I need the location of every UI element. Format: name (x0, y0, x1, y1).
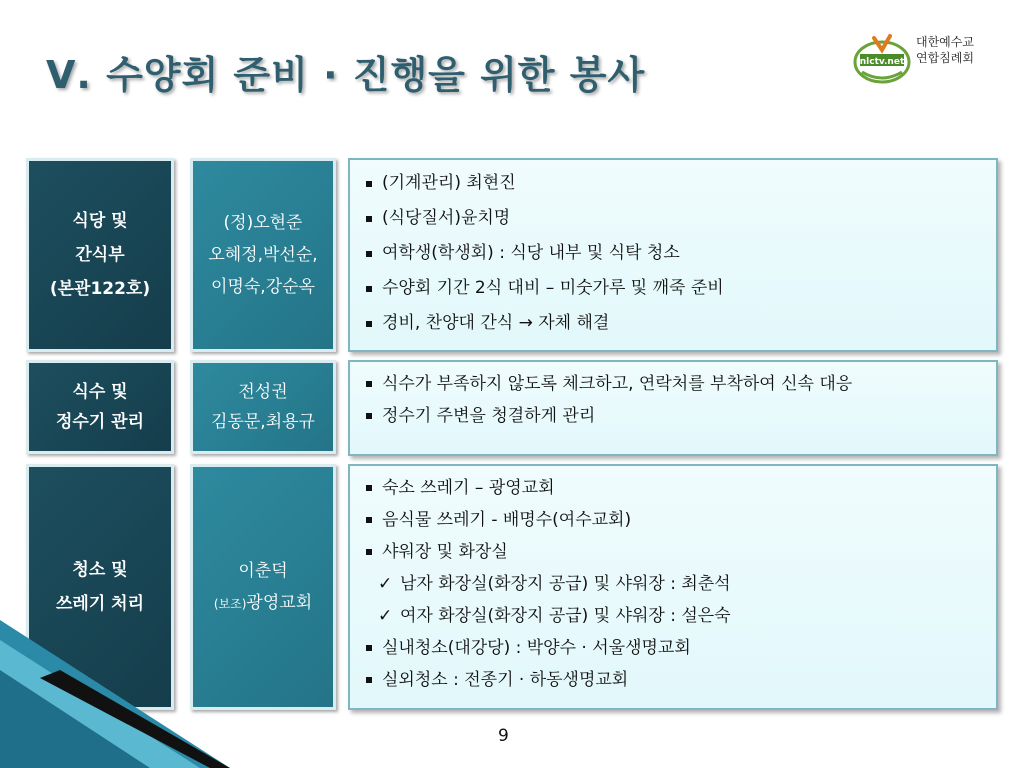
detail-item (364, 236, 982, 271)
detail-text: 여자 화장실(화장지 공급) 및 샤워장 : 설은숙 (400, 606, 731, 626)
org-line-1: 대한예수교 (916, 35, 974, 49)
detail-item (364, 632, 982, 664)
detail-text: (기계관리) 최현진 (382, 173, 516, 193)
detail-text: 식수가 부족하지 않도록 체크하고, 연락처를 부착하여 신속 대응 (382, 374, 853, 394)
detail-item (364, 166, 982, 201)
staff-line: 이명숙,강순옥 (211, 277, 315, 297)
detail-item (364, 536, 982, 568)
category-line: 간식부 (75, 245, 125, 265)
staff-line: (정)오현준 (223, 213, 303, 233)
org-line-2: 연합침례회 (916, 51, 974, 65)
detail-text: 실외청소 : 전종기 · 하동생명교회 (382, 670, 629, 690)
check-icon: ✓ (378, 574, 393, 594)
page-title: Ⅴ. 수양회 준비 · 진행을 위한 봉사 (46, 53, 646, 97)
staff-assistant: 광영교회 (246, 592, 313, 613)
detail-subitem (364, 600, 982, 632)
page-number: 9 (498, 726, 509, 746)
category-line: (본관122호) (49, 279, 151, 299)
category-line: 식당 및 (72, 211, 128, 231)
detail-item (364, 504, 982, 536)
detail-item (364, 368, 982, 400)
svg-text:nlctv.net: nlctv.net (859, 57, 905, 67)
category-water (26, 360, 174, 454)
staff-line: 전성권 (238, 382, 288, 402)
check-icon: ✓ (378, 606, 393, 626)
detail-text: 샤워장 및 화장실 (382, 542, 508, 562)
category-cafeteria (26, 158, 174, 352)
detail-text: 정수기 주변을 청결하게 관리 (382, 406, 596, 426)
detail-text: 경비, 찬양대 간식 → 자체 해결 (382, 313, 610, 333)
detail-item (364, 664, 982, 696)
logo-emblem-icon (852, 32, 912, 86)
organization-name (916, 34, 974, 66)
category-line: 쓰레기 처리 (55, 594, 145, 614)
detail-item (364, 201, 982, 236)
staff-line: 이춘덕 (238, 560, 288, 581)
detail-text: 음식물 쓰레기 - 배명수(여수교회) (382, 510, 632, 530)
staff-line: 오혜정,박선순, (208, 245, 318, 265)
category-line: 청소 및 (72, 560, 128, 580)
detail-text: 실내청소(대강당) : 박양수 · 서울생명교회 (382, 638, 691, 658)
detail-text: 수양회 기간 2식 대비 – 미숫가루 및 깨죽 준비 (382, 278, 724, 298)
staff-line: 김동문,최용규 (211, 412, 315, 432)
detail-item (364, 271, 982, 306)
detail-text: (식당질서)윤치명 (382, 208, 511, 228)
staff-water (190, 360, 336, 454)
staff-assistant-label: (보조) (213, 596, 247, 611)
detail-item (364, 472, 982, 504)
detail-subitem (364, 568, 982, 600)
detail-item (364, 400, 982, 432)
decorative-corner-swoosh (0, 600, 230, 768)
detail-text: 숙소 쓰레기 – 광영교회 (382, 478, 555, 498)
category-line: 정수기 관리 (55, 412, 145, 432)
staff-cafeteria (190, 158, 336, 352)
detail-text: 여학생(학생회) : 식당 내부 및 식탁 청소 (382, 243, 680, 263)
category-line: 식수 및 (72, 382, 128, 402)
details-cafeteria (348, 158, 998, 352)
detail-text: 남자 화장실(화장지 공급) 및 샤워장 : 최춘석 (400, 574, 731, 594)
details-cleaning (348, 464, 998, 710)
details-water (348, 360, 998, 456)
detail-item (364, 306, 982, 341)
